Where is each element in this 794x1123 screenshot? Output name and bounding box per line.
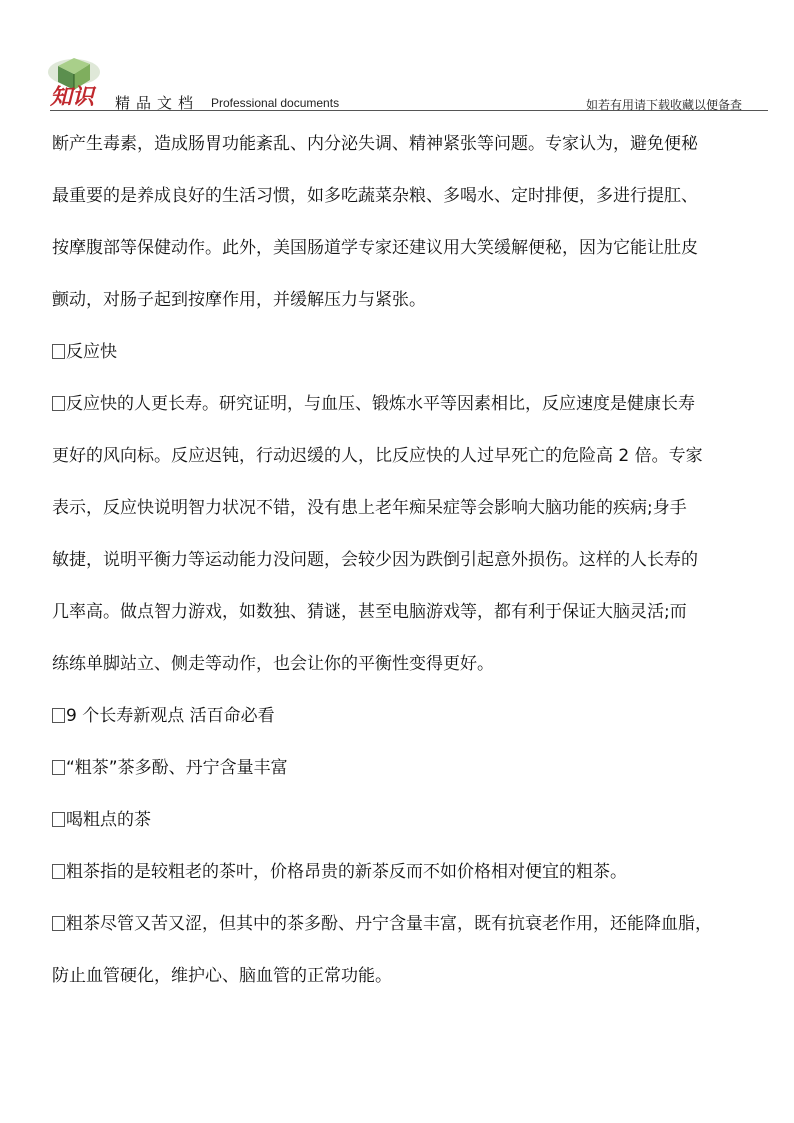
bullet-box-icon — [52, 812, 65, 827]
line-text: 更好的风向标。反应迟钝，行动迟缓的人，比反应快的人过早死亡的危险高 2 倍。专家 — [52, 446, 703, 466]
header-note: 如若有用请下载收藏以便备查 — [586, 98, 743, 112]
document-body — [52, 118, 774, 1002]
brand-title: 精品文档 — [115, 94, 200, 112]
text-line — [52, 638, 774, 690]
bullet-box-icon — [52, 708, 65, 723]
line-text: 粗茶尽管又苦又涩，但其中的茶多酚、丹宁含量丰富，既有抗衰老作用，还能降血脂， — [66, 914, 712, 934]
text-line — [52, 170, 774, 222]
line-text: 敏捷，说明平衡力等运动能力没问题，会较少因为跌倒引起意外损伤。这样的人长寿的 — [52, 550, 698, 570]
text-line — [52, 274, 774, 326]
section-heading — [52, 326, 774, 378]
line-text: 9 个长寿新观点 活百命必看 — [66, 706, 275, 726]
line-text: 反应快 — [66, 342, 117, 362]
brand-subtitle: Professional documents — [211, 96, 340, 110]
line-text: 表示，反应快说明智力状况不错，没有患上老年痴呆症等会影响大脑功能的疾病;身手 — [52, 498, 687, 518]
svg-text:知识: 知识 — [50, 84, 95, 108]
line-text: 粗茶指的是较粗老的茶叶，价格昂贵的新茶反而不如价格相对便宜的粗茶。 — [66, 862, 627, 882]
text-line — [52, 898, 774, 950]
line-text: 断产生毒素，造成肠胃功能紊乱、内分泌失调、精神紧张等问题。专家认为，避免便秘 — [52, 134, 698, 154]
line-text: 颤动，对肠子起到按摩作用，并缓解压力与紧张。 — [52, 290, 426, 310]
line-text: 几率高。做点智力游戏，如数独、猜谜，甚至电脑游戏等，都有利于保证大脑灵活;而 — [52, 602, 687, 622]
section-heading — [52, 690, 774, 742]
text-line — [52, 118, 774, 170]
line-text: “粗茶”茶多酚、丹宁含量丰富 — [66, 758, 288, 778]
line-text: 防止血管硬化，维护心、脑血管的正常功能。 — [52, 966, 392, 986]
text-line — [52, 586, 774, 638]
section-heading — [52, 742, 774, 794]
header-divider — [50, 110, 768, 111]
book-logo-icon — [44, 52, 104, 108]
text-line — [52, 950, 774, 1002]
section-heading — [52, 794, 774, 846]
line-text: 按摩腹部等保健动作。此外，美国肠道学专家还建议用大笑缓解便秘，因为它能让肚皮 — [52, 238, 698, 258]
bullet-box-icon — [52, 344, 65, 359]
text-line — [52, 534, 774, 586]
bullet-box-icon — [52, 396, 65, 411]
bullet-box-icon — [52, 760, 65, 775]
line-text: 最重要的是养成良好的生活习惯，如多吃蔬菜杂粮、多喝水、定时排便，多进行提肛、 — [52, 186, 698, 206]
text-line — [52, 378, 774, 430]
text-line — [52, 430, 774, 482]
page-header — [0, 0, 794, 112]
line-text: 反应快的人更长寿。研究证明，与血压、锻炼水平等因素相比，反应速度是健康长寿 — [66, 394, 695, 414]
text-line — [52, 846, 774, 898]
bullet-box-icon — [52, 864, 65, 879]
text-line — [52, 222, 774, 274]
line-text: 练练单脚站立、侧走等动作，也会让你的平衡性变得更好。 — [52, 654, 494, 674]
bullet-box-icon — [52, 916, 65, 931]
text-line — [52, 482, 774, 534]
line-text: 喝粗点的茶 — [66, 810, 151, 830]
